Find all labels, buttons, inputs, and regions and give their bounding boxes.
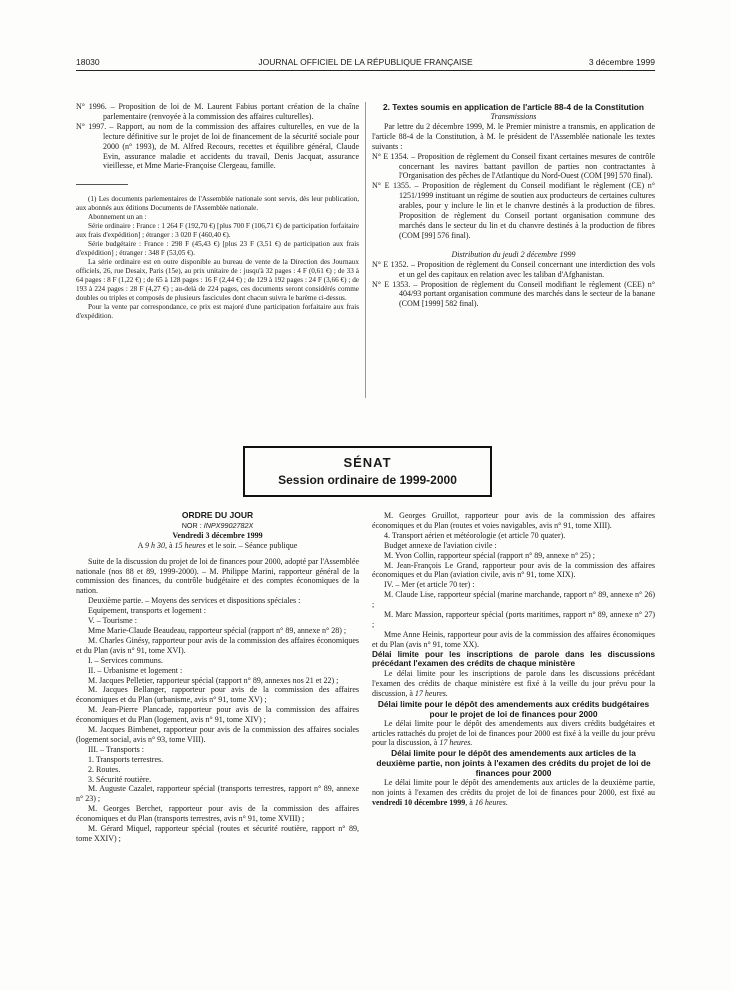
deadline-heading: Délai limite pour les inscriptions de parole dans les discussions précédant l'examen des crédits de chaque ministère [372,649,655,669]
senat-title: SÉNAT [343,455,392,470]
agenda-paragraph: M. Jacques Bellanger, rapporteur pour avis de la commission des affaires économiques et du Plan (urbanisme, avis n° 91, tome XV) ; [76,685,359,705]
agenda-paragraph: Deuxième partie. – Moyens des services et dispositions spéciales : [88,596,301,606]
agenda-paragraph: M. Gérard Miquel, rapporteur spécial (routes et sécurité routière, rapport n° 89, tome XXIV) ; [76,824,359,843]
agenda-paragraph: M. Claude Lise, rapporteur spécial (marine marchande, rapport n° 89, annexe n° 26) ; [372,590,655,610]
intro-paragraph: Par lettre du 2 décembre 1999, M. le Premier ministre a transmis, en application de l'article 88-4 de la Constitution, à M. le président de l'Assemblée nationale les textes suivants : [372,121,655,151]
agenda-paragraph: Budget annexe de l'aviation civile : [384,540,497,550]
header-date: 3 décembre 1999 [588,57,655,67]
agenda-paragraph: II. – Urbanisme et logement : [88,665,183,675]
session-day: Vendredi 3 décembre 1999 [172,530,263,540]
nor-reference: NOR : INPX9902782X [181,520,254,530]
document-item: N° E 1353. – Proposition de règlement du Conseil modifiant le règlement (CEE) n° 404/93 portant organisation commune des marchés dans le secteur de la banane (COM [1999] 582 final). [372,279,656,309]
agenda-paragraph: M. Yvon Collin, rapporteur spécial (rapport n° 89, annexe n° 25) ; [384,550,596,560]
agenda-paragraph: 1. Transports terrestres. [88,754,164,764]
top-right-column [372,102,655,309]
session-times: A 9 h 30, à 15 heures et le soir. – Séance publique [137,540,298,550]
agenda-paragraph: I. – Services communs. [88,655,163,665]
ordre-du-jour-heading: ORDRE DU JOUR [181,510,254,520]
page-number: 18030 [76,57,100,67]
deadline-paragraph: Le délai limite pour le dépôt des amendements aux divers crédits budgétaires et articles rattachés du projet de loi de finances pour 2000 est fixé à la veille du jour prévu pour la discussion, à 17 heures. [372,718,655,748]
agenda-paragraph: 4. Transport aérien et météorologie (et article 70 quater). [384,530,566,540]
agenda-paragraph: 2. Routes. [88,764,121,774]
deadline-paragraph: Le délai limite pour le dépôt des amendements aux articles de la deuxième partie, non joints à l'examen des crédits du projet de loi de finances pour 2000, est fixé au vendredi 10 décembre 1999, à 16 heures. [372,778,655,808]
senat-title-box [243,446,492,497]
document-item: N° 1997. – Rapport, au nom de la commission des affaires culturelles, en vue de la lecture définitive sur le projet de loi de financement de la sécurité sociale pour 2000 (n° 1993), de M. Alfred Recours, recettes et équilibre général, Claude Evin, assurance maladie et accidents du travail, Denis Jacquat, assurance vieillesse, et Mme Marie-Françoise Clergeau, famille. [76,121,359,171]
document-item: N° E 1355. – Proposition de règlement du Conseil modifiant le règlement (CE) n° 1251/1999 instituant un régime de soutien aux producteurs de certaines cultures arables, pour y inclure le lin et le chanvre destinés à la production de fibres. Proposition de règlement du Conseil portant organisation commune des marchés dans le secteur du lin et du chanvre destinés à la production de fibres (COM [99] 576 final). [372,181,655,240]
agenda-paragraph: III. – Transports : [88,744,145,754]
deadline-heading: Délai limite pour le dépôt des amendements aux articles de la deuxième partie, non joints à l'examen des crédits du projet de loi de finances pour 2000 [376,748,651,779]
agenda-paragraph: Mme Anne Heinis, rapporteur pour avis de la commission des affaires économiques et du Plan (avis n° 91, tome XX). [372,629,655,649]
document-item: N° 1996. – Proposition de loi de M. Laurent Fabius portant création de la chaîne parlementaire (renvoyée à la commission des affaires culturelles). [76,102,360,121]
document-item: N° E 1354. – Proposition de règlement du Conseil fixant certaines mesures de contrôle concernant les navires battant pavillon de parties non contractantes à l'Organisation des pêches de l'Atlantique du Nord-Ouest (COM [99] 570 final). [372,151,656,181]
agenda-paragraph: M. Marc Massion, rapporteur spécial (ports maritimes, rapport n° 89, annexe n° 27) ; [372,610,655,629]
column-separator [365,102,366,398]
section-heading: 2. Textes soumis en application de l'article 88-4 de la Constitution [382,102,645,112]
agenda-paragraph: Equipement, transports et logement : [88,606,206,616]
agenda-paragraph: M. Auguste Cazalet, rapporteur spécial (transports terrestres, rapport n° 89, annexe n° 23) ; [76,784,359,804]
agenda-paragraph: M. Jean-François Le Grand, rapporteur pour avis de la commission des affaires économiques et du Plan (aviation civile, avis n° 91, tome XIX). [372,560,655,580]
senat-subtitle: Session ordinaire de 1999-2000 [278,473,457,487]
footnote: (1) Les documents parlementaires de l'Assemblée nationale sont servis, dès leur publication, aux abonnés aux éditions Documents de l'Assemblée nationale. Abonnement un an : Série ordinaire : France : 1 264 F (192,70 €) [plus 700 F (106,71 €) de participation forfaitaire aux frais d'expédition] ; étranger : 3 020 F (460,40 €). Série budgétaire : France : 298 F (45,43 €) [plus 23 F (3,51 €) de participation aux frais d'expédition] ; étranger : 348 F (53,05 €). La série ordinaire est en outre disponible au bureau de vente de la Direction des Journaux officiels, 26, rue Desaix, Paris (15e), au prix unitaire de : jusqu'à 32 pages : 4 F (0,61 €) ; de 33 à 64 pages : 8 F (1,22 €) ; de 65 à 128 pages : 16 F (2,44 €) ; de 129 à 192 pages : 24 F (3,66 €) ; de 193 à 224 pages : 28 F (4,27 €) ; au-delà de 224 pages, ces documents seront considérés comme doubles ou triples et composés de plusieurs fascicules dont chacun suivra le barème ci-dessus. Pour la vente par correspondance, ce prix est majoré d'une participation forfaitaire aux frais d'expédition. [76,195,359,321]
subheading: Distribution du jeudi 2 décembre 1999 [451,249,576,259]
agenda-paragraph: M. Jacques Pelletier, rapporteur spécial (rapport n° 89, annexes nos 21 et 22) ; [88,675,339,685]
journal-title: JOURNAL OFFICIEL DE LA RÉPUBLIQUE FRANÇAISE [258,57,473,67]
bottom-left-column [76,511,359,844]
agenda-paragraph: M. Georges Berchet, rapporteur pour avis de la commission des affaires économiques et du Plan (transports terrestres, avis n° 91, tome XVIII) ; [76,804,359,824]
agenda-paragraph: M. Jean-Pierre Plancade, rapporteur pour avis de la commission des affaires économiques et du Plan (logement, avis n° 91, tome XIV) ; [76,705,359,725]
agenda-paragraph: M. Jacques Bimbenet, rapporteur pour avis de la commission des affaires sociales (logement social, avis n° 93, tome VIII). [76,725,359,744]
bottom-right-column [372,511,655,808]
footnote-rule [76,184,128,185]
header-rule [76,70,655,71]
agenda-paragraph: 3. Sécurité routière. [88,774,152,784]
deadline-paragraph: Le délai limite pour les inscriptions de parole dans les discussions précédant l'examen des crédits de chaque ministère est fixé à la veille du jour prévu pour la discussion, à 17 heures. [372,668,655,698]
agenda-paragraph: Suite de la discussion du projet de loi de finances pour 2000, adopté par l'Assemblée nationale (nos 88 et 89, 1999-2000). – M. Philippe Marini, rapporteur général de la commission des finances, du contrôle budgétaire et des comptes économiques de la nation. [76,556,359,596]
page-header [76,57,655,71]
agenda-paragraph: M. Georges Gruillot, rapporteur pour avis de la commission des affaires économiques et du Plan (routes et voies navigables, avis n° 91, tome XIII). [372,511,655,530]
agenda-paragraph: Mme Marie-Claude Beaudeau, rapporteur spécial (rapport n° 89, annexe n° 28) ; [88,625,347,635]
deadline-heading: Délai limite pour le dépôt des amendements aux crédits budgétaires pour le projet de loi de finances pour 2000 [377,698,650,719]
document-item: N° E 1352. – Proposition de règlement du Conseil concernant une interdiction des vols et un gel des capitaux en relation avec les taliban d'Afghanistan. [372,259,655,279]
subheading: Transmissions [490,112,537,121]
agenda-paragraph: IV. – Mer (et article 70 ter) : [384,580,475,590]
agenda-paragraph: M. Charles Ginésy, rapporteur pour avis de la commission des affaires économiques et du Plan (avis n° 91, tome XVI). [76,635,359,655]
agenda-paragraph: V. – Tourisme : [88,616,137,626]
top-left-column [76,102,359,321]
